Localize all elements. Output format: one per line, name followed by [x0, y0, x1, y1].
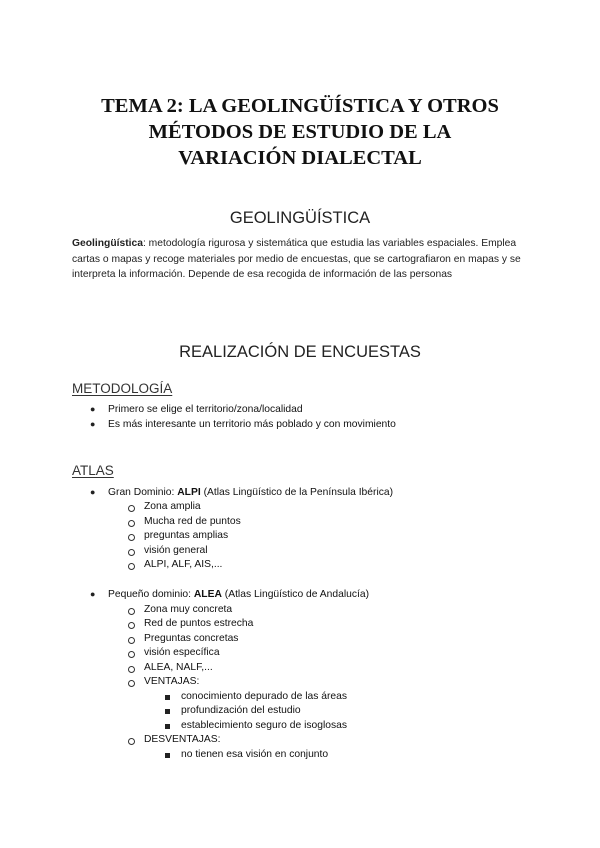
list-item: Zona muy concreta	[144, 604, 233, 615]
bullet-dot: ●	[90, 589, 96, 599]
circle-bullet-icon	[128, 534, 135, 541]
square-bullet-icon	[165, 695, 170, 700]
heading-atlas: ATLAS	[72, 463, 114, 478]
heading-geolinguistica: GEOLINGÜÍSTICA	[229, 209, 371, 227]
list-item: visión general	[144, 545, 208, 556]
geolinguistica-definition	[72, 236, 532, 283]
list-item: Mucha red de puntos	[144, 516, 241, 527]
title-line-2: MÉTODOS DE ESTUDIO DE LA	[148, 121, 452, 143]
square-bullet-icon	[165, 724, 170, 729]
list-item: Red de puntos estrecha	[144, 618, 254, 629]
list-item: Es más interesante un territorio más poblado y con movimiento	[108, 419, 396, 430]
document-title	[40, 93, 560, 171]
heading-metodologia: METODOLOGÍA	[72, 381, 173, 396]
heading-encuestas: REALIZACIÓN DE ENCUESTAS	[179, 343, 421, 361]
circle-bullet-icon	[128, 563, 135, 570]
pequeno-name: ALEA	[193, 589, 222, 600]
definition-term: Geolingüística	[72, 238, 143, 249]
list-item: no tienen esa visión en conjunto	[181, 749, 329, 760]
pequeno-prefix: Pequeño dominio:	[108, 589, 194, 600]
list-item: profundización del estudio	[181, 705, 301, 716]
list-item: Preguntas concretas	[144, 633, 239, 644]
list-item: Primero se elige el territorio/zona/localidad	[108, 404, 303, 415]
gran-suffix: (Atlas Lingüístico de la Península Ibérica)	[200, 487, 394, 498]
circle-bullet-icon	[128, 608, 135, 615]
bullet-dot: ●	[90, 419, 96, 429]
definition-text: : metodología rigurosa y sistemática que estudia las variables espaciales. Emplea cartas o mapas y recoge materiales por medio de encuestas, que se cartografiaron en mapas y se interpreta la información. Depende de esa recogida de información de las personas	[72, 238, 521, 280]
list-item: visión específica	[144, 647, 220, 658]
title-line-3: VARIACIÓN DIALECTAL	[178, 147, 422, 169]
list-item: ALPI, ALF, AIS,...	[144, 559, 223, 570]
list-item-gran-dominio	[108, 487, 393, 498]
list-item: conocimiento depurado de las áreas	[181, 691, 348, 702]
list-item: ALEA, NALF,...	[144, 662, 213, 673]
list-item: establecimiento seguro de isoglosas	[181, 720, 347, 731]
circle-bullet-icon	[128, 666, 135, 673]
circle-bullet-icon	[128, 622, 135, 629]
circle-bullet-icon	[128, 637, 135, 644]
bullet-dot: ●	[90, 404, 96, 414]
list-item-ventajas: VENTAJAS:	[144, 676, 200, 687]
list-item-desventajas: DESVENTAJAS:	[144, 734, 221, 745]
pequeno-suffix: (Atlas Lingüístico de Andalucía)	[221, 589, 370, 600]
bullet-dot: ●	[90, 487, 96, 497]
title-line-1: TEMA 2: LA GEOLINGÜÍSTICA Y OTROS	[101, 95, 499, 117]
circle-bullet-icon	[128, 549, 135, 556]
gran-prefix: Gran Dominio:	[108, 487, 178, 498]
gran-name: ALPI	[177, 487, 201, 498]
list-item: preguntas amplias	[144, 530, 229, 541]
square-bullet-icon	[165, 753, 170, 758]
circle-bullet-icon	[128, 505, 135, 512]
circle-bullet-icon	[128, 680, 135, 687]
square-bullet-icon	[165, 709, 170, 714]
circle-bullet-icon	[128, 520, 135, 527]
list-item: Zona amplia	[144, 501, 201, 512]
list-item-pequeno-dominio	[108, 589, 369, 600]
circle-bullet-icon	[128, 738, 135, 745]
circle-bullet-icon	[128, 651, 135, 658]
